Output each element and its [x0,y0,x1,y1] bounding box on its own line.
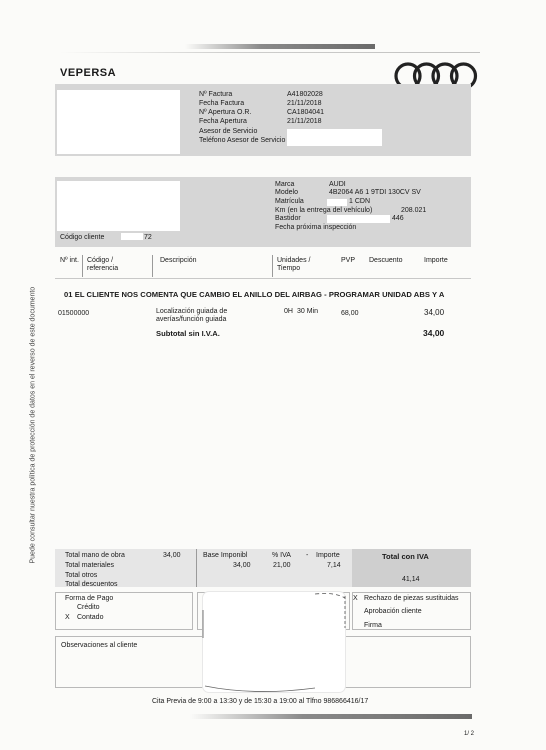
bastidor-label: Bastidor [275,215,301,222]
km-value: 208.021 [401,207,427,214]
redacted-client-address [57,181,180,231]
redacted-asesor [287,129,382,137]
cliente-value: 72 [144,234,152,241]
iva-dash: - [306,552,309,559]
table-header-rule [55,278,471,279]
col-referencia: referencia [87,265,119,272]
item-pvp: 68,00 [341,310,359,317]
subtotal-label: Subtotal sin I.V.A. [156,329,220,338]
modelo-value: 4B2064 A6 1 9TDI 130CV SV [329,189,421,196]
inspeccion-label: Fecha próxima inspección [275,224,357,231]
otros-label: Total otros [65,572,98,579]
col-pvp: PVP [341,257,356,264]
field-label: Teléfono Asesor de Servicio [199,137,286,144]
col-importe: Importe [424,257,448,264]
col-codigo: Código / [87,257,114,264]
base-value: 34,00 [233,562,251,569]
field-value: CA1804041 [287,109,324,116]
field-label: Nº Factura [199,91,233,98]
aprobacion-label: Aprobación cliente [364,608,422,615]
marca-label: Marca [275,181,295,188]
col-tiempo: Tiempo [277,265,301,272]
col-n-int: Nº int. [60,257,79,264]
base-label: Base Imponibl [203,552,248,559]
marca-value: AUDI [329,181,346,188]
page-number: 1/ 2 [464,731,475,737]
table-divider [82,255,83,277]
redacted-address [57,90,180,154]
field-label: Fecha Apertura [199,118,247,125]
stamp-outline [195,588,355,700]
subtotal-value: 34,00 [423,328,445,338]
top-gradient-bar-2 [60,52,480,53]
field-label: Nº Apertura O.R. [199,109,252,116]
redacted-cliente [121,233,143,240]
field-value: A41802028 [287,91,323,98]
field-value: 21/11/2018 [287,118,322,125]
credito-option: Crédito [77,604,100,611]
field-value: 21/11/2018 [287,100,322,107]
item-desc-2: averías/función guiada [156,316,227,323]
item-unidad: 0H [284,308,293,315]
firma-label: Firma [364,622,382,629]
section-title: 01 EL CLIENTE NOS COMENTA QUE CAMBIO EL ANILLO DEL AIRBAG - PROGRAMAR UNIDAD ABS Y A [64,290,445,299]
bottom-gradient-bar [190,714,472,719]
modelo-label: Modelo [275,189,298,196]
importe-value: 7,14 [327,562,341,569]
top-gradient-bar [185,44,375,49]
iva-label: % IVA [272,552,291,559]
redacted-matricula [327,199,347,206]
contado-option: Contado [77,614,104,621]
rechazo-label: Rechazo de piezas sustituidas [364,595,459,602]
total-iva-value: 41,14 [402,576,420,583]
importe-label: Importe [316,552,340,559]
col-descripcion: Descripción [160,257,197,264]
km-label: Km (en la entrega del vehículo) [275,207,373,214]
item-importe: 34,00 [424,308,445,317]
field-label: Fecha Factura [199,100,245,107]
table-divider [152,255,153,277]
footer-text: Cita Previa de 9:00 a 13:30 y de 15:30 a 19:00 al Tlfno 986866416/17 [152,698,369,705]
privacy-side-note: Puede consultar nuestra política de protección de datos en el reverso de este documento [29,286,37,564]
observaciones-label: Observaciones al cliente [61,642,138,649]
contado-mark: X [65,614,70,621]
cliente-label: Código cliente [60,234,105,241]
descuentos-label: Total descuentos [65,581,118,588]
redacted-telefono [287,137,382,146]
field-label: Asesor de Servicio [199,128,258,135]
materiales-label: Total materiales [65,562,115,569]
iva-value: 21,00 [273,562,291,569]
item-desc-1: Localización guiada de [156,308,228,315]
mano-obra-label: Total mano de obra [65,552,125,559]
item-tiempo: 30 Min [297,308,319,315]
item-codigo: 01500000 [58,310,90,317]
col-descuento: Descuento [369,257,403,264]
company-name: VEPERSA [60,67,117,79]
total-iva-label: Total con IVA [382,552,429,561]
matricula-value: 1 CDN [349,198,371,205]
totals-divider [196,549,197,587]
rechazo-mark: X [353,595,358,602]
mano-obra-value: 34,00 [163,552,181,559]
matricula-label: Matrícula [275,198,304,205]
col-unidades: Unidades / [277,257,311,264]
redacted-bastidor [327,215,390,223]
bastidor-value: 446 [392,215,404,222]
forma-pago-label: Forma de Pago [65,595,114,602]
table-divider [272,255,273,277]
